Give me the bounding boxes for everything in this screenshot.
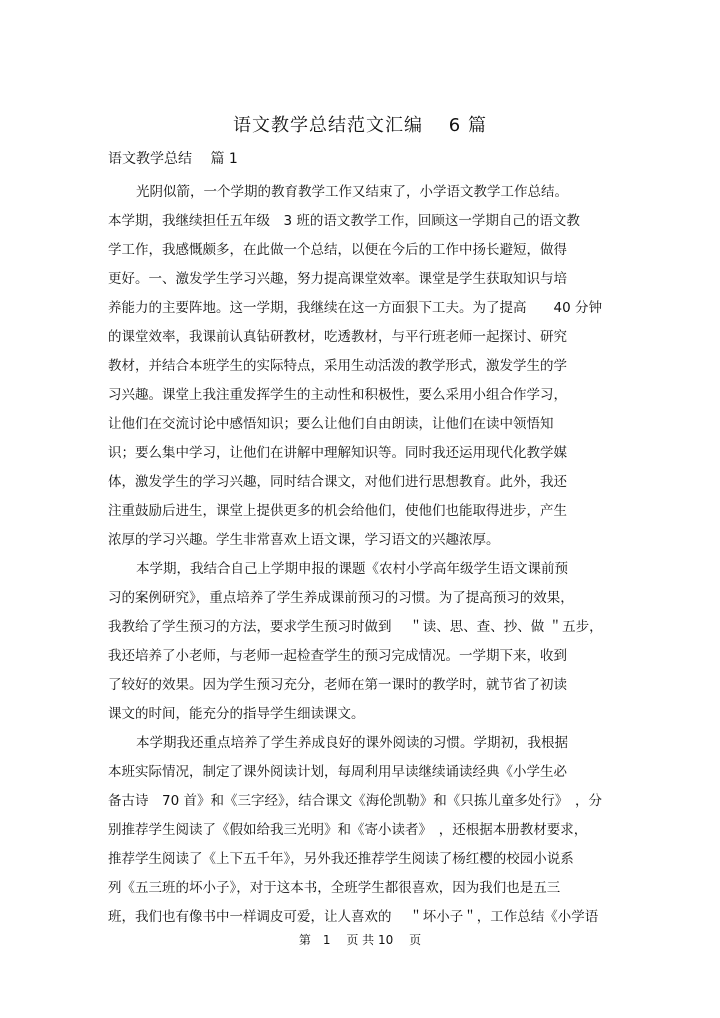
- text-line: 注重鼓励后进生，课堂上提供更多的机会给他们，使他们也能取得进步，产生: [108, 503, 567, 519]
- text-line: 列《五三班的坏小子》，对于这本书，全班学生都很喜欢，因为我们也是五三: [108, 880, 561, 896]
- document-title: 语文教学总结范文汇编 6 篇: [233, 115, 487, 136]
- text-line: 我还培养了小老师，与老师一起检查学生的预习完成情况。一学期下来，收到: [108, 648, 567, 664]
- page-footer: 第 1 页 共 10 页: [298, 933, 422, 947]
- text-line: 养能力的主要阵地。这一学期，我继续在这一方面狠下工夫。为了提高 40 分钟: [108, 300, 602, 316]
- text-line: 班，我们也有像书中一样调皮可爱，让人喜欢的 ＂坏小子＂，工作总结《小学语: [108, 909, 599, 925]
- text-line: 体，激发学生的学习兴趣，同时结合课文，对他们进行思想教育。此外，我还: [108, 474, 567, 490]
- text-line: 课文的时间，能充分的指导学生细读课文。: [108, 706, 365, 722]
- text-line: 浓厚的学习兴趣。学生非常喜欢上语文课，学习语文的兴趣浓厚。: [108, 532, 500, 548]
- text-line: 识；要么集中学习，让他们在讲解中理解知识等。同时我还运用现代化教学媒: [108, 445, 567, 461]
- text-line: 学工作，我感慨颇多，在此做一个总结，以便在今后的工作中扬长避短，做得: [108, 242, 567, 258]
- text-line: 推荐学生阅读了《上下五千年》，另外我还推荐学生阅读了杨红樱的校园小说系: [108, 851, 574, 867]
- text-line: 别推荐学生阅读了《假如给我三光明》和《寄小读者》 ，还根据本册教材要求，: [108, 822, 588, 838]
- text-line: 习兴趣。课堂上我注重发挥学生的主动性和积极性，要么采用小组合作学习，: [108, 387, 567, 403]
- text-line: 习的案例研究》，重点培养了学生养成课前预习的习惯。为了提高预习的效果，: [108, 590, 574, 606]
- text-line: 本学期我还重点培养了学生养成良好的课外阅读的习惯。学期初，我根据: [136, 735, 568, 751]
- text-line: 光阴似箭，一个学期的教育教学工作又结束了，小学语文教学工作总结。: [136, 184, 568, 200]
- text-line: 更好。一、激发学生学习兴趣，努力提高课堂效率。课堂是学生获取知识与培: [108, 271, 567, 287]
- document-body: [108, 178, 608, 932]
- text-line: 了较好的效果。因为学生预习充分，老师在第一课时的教学时，就节省了初读: [108, 677, 567, 693]
- text-line: 教材，并结合本班学生的实际特点，采用生动活泼的教学形式，激发学生的学: [108, 358, 567, 374]
- section-heading: 语文教学总结 篇 1: [108, 151, 238, 167]
- text-line: 让他们在交流讨论中感悟知识；要么让他们自由朗读，让他们在读中领悟知: [108, 416, 554, 432]
- text-line: 本学期，我继续担任五年级 3 班的语文教学工作，回顾这一学期自己的语文教: [108, 213, 580, 229]
- text-line: 备古诗 70 首》和《三字经》，结合课文《海伦凯勒》和《只拣儿童多处行》 ，分: [108, 793, 602, 809]
- text-line: 本学期，我结合自己上学期申报的课题《农村小学高年级学生语文课前预: [136, 561, 568, 577]
- text-line: 本班实际情况，制定了课外阅读计划，每周利用早读继续诵读经典《小学生必: [108, 764, 567, 780]
- text-line: 的课堂效率，我课前认真钻研教材，吃透教材，与平行班老师一起探讨、研究: [108, 329, 567, 345]
- text-line: 我教给了学生预习的方法，要求学生预习时做到 ＂读、思、查、抄、做 ＂五步，: [108, 619, 603, 635]
